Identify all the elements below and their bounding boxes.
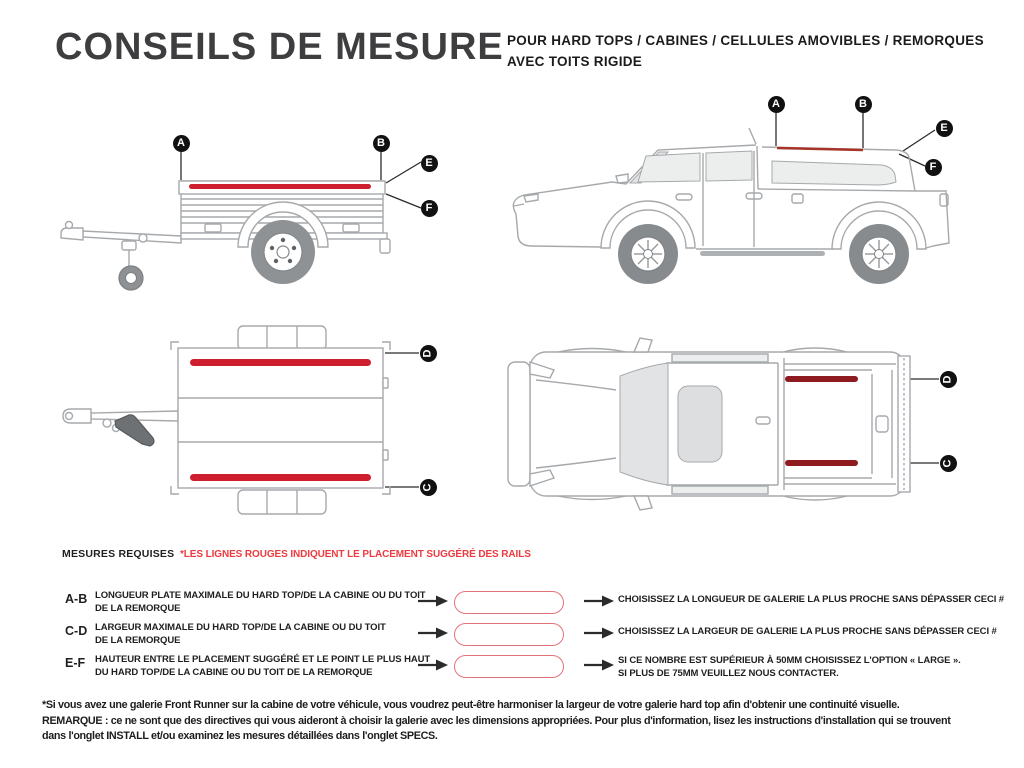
marker-pointer-lines [776, 113, 935, 166]
footer-line1: *Si vous avez une galerie Front Runner sur la cabine de votre véhicule, vous voudrez peut-être harmoniser la largeur de votre galerie hard top afin d'obtenir une continuité visuelle. [42, 699, 900, 711]
arrow-right-icon [418, 595, 448, 607]
measurement-row-ef [62, 652, 1012, 682]
arrow-right-icon [584, 627, 614, 639]
trailer-top-view [55, 320, 460, 535]
front-wheel [618, 224, 678, 284]
measurement-description: LONGUEUR PLATE MAXIMALE DU HARD TOP/DE LA CABINE OU DU TOIT DE LA REMORQUE [95, 590, 426, 614]
measurement-row-cd [62, 620, 1012, 650]
trailer-side-view [55, 95, 460, 310]
rail-placement-line [189, 184, 371, 189]
page-subtitle-line1: POUR HARD TOPS / CABINES / CELLULES AMOVIBLES / REMORQUES [507, 33, 984, 48]
marker-badge-b: B [373, 135, 390, 152]
measurement-instruction: CHOISISSEZ LA LARGEUR DE GALERIE LA PLUS PROCHE SANS DÉPASSER CECI # [618, 626, 997, 637]
marker-badge-e: E [936, 120, 953, 137]
rail-placement-line-bottom [190, 474, 371, 481]
marker-badge-c: C [420, 479, 437, 496]
truck-top-view [500, 330, 970, 530]
page-title: CONSEILS DE MESURE [55, 26, 504, 68]
truck-side-view-drawing [500, 90, 970, 295]
rail-placement-line-bottom [785, 460, 858, 466]
measurement-description: HAUTEUR ENTRE LE PLACEMENT SUGGÉRÉ ET LE POINT LE PLUS HAUT DU HARD TOP/DE LA CABINE OU DU TOIT DE LA REMORQUE [95, 654, 431, 678]
marker-badge-c: C [940, 455, 957, 472]
rear-wheel [849, 224, 909, 284]
rail-placement-line-top [785, 376, 858, 382]
marker-badge-f: F [421, 200, 438, 217]
marker-badge-a: A [768, 96, 785, 113]
marker-badge-d: D [420, 345, 437, 362]
footer-line2: REMARQUE : ce ne sont que des directives qui vous aideront à choisir la galerie avec les dimensions appropriées. Pour plus d'information, lisez les instructions d'installation qui se trouvent [42, 714, 951, 727]
page-subtitle [507, 30, 984, 72]
marker-badge-e: E [421, 155, 438, 172]
marker-badge-a: A [173, 135, 190, 152]
marker-pointer-lines [385, 353, 419, 487]
trailer-top-view-drawing [55, 320, 460, 535]
measurements-heading: MESURES REQUISES [62, 548, 175, 560]
arrow-right-icon [418, 659, 448, 671]
marker-badge-f: F [925, 159, 942, 176]
measurement-code: E-F [65, 656, 86, 670]
rails-note: *LES LIGNES ROUGES INDIQUENT LE PLACEMENT SUGGÉRÉ DES RAILS [180, 549, 531, 560]
trailer-side-view-drawing [55, 95, 460, 310]
measurement-input-box [454, 623, 564, 646]
marker-badge-b: B [855, 96, 872, 113]
measurement-code: A-B [65, 592, 88, 606]
rail-placement-line-top [190, 359, 371, 366]
footer-notes [42, 698, 950, 745]
marker-badge-d: D [940, 371, 957, 388]
arrow-right-icon [584, 595, 614, 607]
measurement-row-ab [62, 588, 1012, 618]
footer-line3: dans l'onglet INSTALL et/ou examinez les mesures détaillées dans l'onglet SPECS. [42, 730, 438, 742]
measurement-description: LARGEUR MAXIMALE DU HARD TOP/DE LA CABINE OU DU TOIT DE LA REMORQUE [95, 622, 386, 646]
measurement-code: C-D [65, 624, 88, 638]
measurement-instruction: SI CE NOMBRE EST SUPÉRIEUR À 50MM CHOISISSEZ L'OPTION « LARGE ». SI PLUS DE 75MM VEUILLEZ NOUS CONTACTER. [618, 655, 961, 679]
page-subtitle-line2: AVEC TOITS RIGIDE [507, 54, 643, 69]
measurement-instruction: CHOISISSEZ LA LONGUEUR DE GALERIE LA PLUS PROCHE SANS DÉPASSER CECI # [618, 594, 1004, 605]
arrow-right-icon [584, 659, 614, 671]
truck-top-view-drawing [500, 330, 970, 530]
measurement-input-box [454, 655, 564, 678]
measurement-input-box [454, 591, 564, 614]
truck-side-view [500, 90, 970, 295]
arrow-right-icon [418, 627, 448, 639]
